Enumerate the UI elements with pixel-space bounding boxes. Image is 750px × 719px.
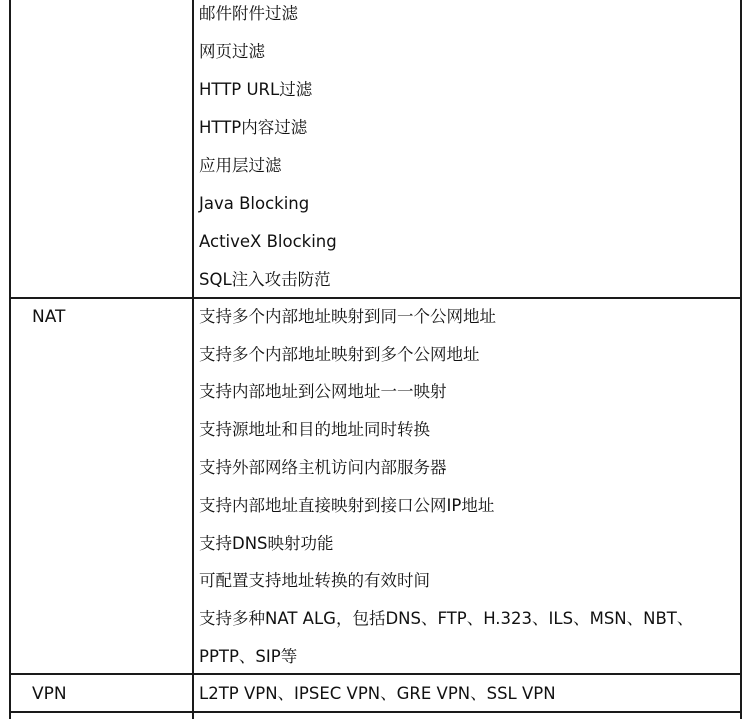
table-row-filter-item: HTTP内容过滤 bbox=[199, 118, 308, 137]
table-row-nat-item: 支持多个内部地址映射到多个公网地址 bbox=[199, 345, 480, 364]
table-row-filter-item: HTTP URL过滤 bbox=[199, 80, 313, 99]
category-label-vpn: VPN bbox=[32, 684, 67, 704]
table-border-right bbox=[740, 0, 742, 719]
table-row-nat-item: 支持外部网络主机访问内部服务器 bbox=[199, 458, 447, 477]
table-row-nat-item: 支持源地址和目的地址同时转换 bbox=[199, 420, 430, 439]
table-row-filter-item: SQL注入攻击防范 bbox=[199, 270, 331, 289]
table-row-vpn-item: L2TP VPN、IPSEC VPN、GRE VPN、SSL VPN bbox=[199, 684, 556, 703]
table-row-nat-item: 支持DNS映射功能 bbox=[199, 534, 334, 553]
table-row-filter-item: 网页过滤 bbox=[199, 42, 265, 61]
table-row-nat-item: 支持内部地址到公网地址一一映射 bbox=[199, 382, 447, 401]
column-divider bbox=[192, 0, 194, 719]
table-row-nat-item: PPTP、SIP等 bbox=[199, 647, 298, 666]
table-row-filter-item: Java Blocking bbox=[199, 194, 310, 213]
table-row-nat-item: 支持多种NAT ALG，包括DNS、FTP、H.323、ILS、MSN、NBT、 bbox=[199, 609, 694, 628]
table-row-filter-item: ActiveX Blocking bbox=[199, 232, 337, 251]
row-divider-nat bbox=[9, 297, 742, 299]
category-label-nat: NAT bbox=[32, 307, 66, 327]
table-row-nat-item: 可配置支持地址转换的有效时间 bbox=[199, 571, 430, 590]
table-border-left bbox=[9, 0, 11, 719]
table-row-nat-item: 支持多个内部地址映射到同一个公网地址 bbox=[199, 307, 496, 326]
table-row-filter-item: 应用层过滤 bbox=[199, 156, 282, 175]
table-row-nat-item: 支持内部地址直接映射到接口公网IP地址 bbox=[199, 496, 495, 515]
table-row-filter-item: 邮件附件过滤 bbox=[199, 4, 298, 23]
row-divider-next bbox=[9, 711, 742, 713]
row-divider-vpn bbox=[9, 673, 742, 675]
